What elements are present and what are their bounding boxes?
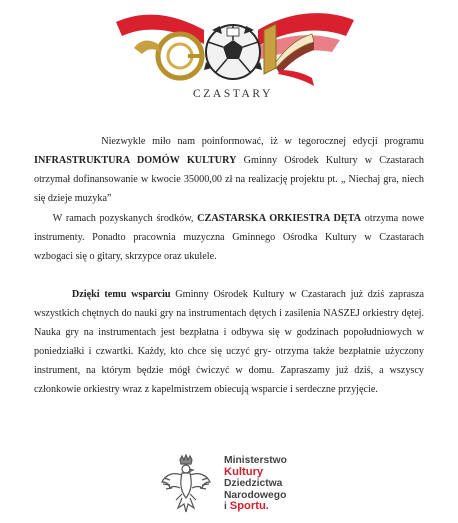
orchestra-name: CZASTARSKA ORKIESTRA DĘTA bbox=[197, 213, 362, 224]
paragraph-text: otrzyma nowe instrumenty. Ponadto pracownia muzyczna Gminnego Ośrodka Kultury w Czastarach wzbogaci się o gitary, skrzypce oraz ukulele. bbox=[34, 213, 424, 262]
ministry-line-2: Kultury bbox=[224, 465, 264, 478]
gok-logo-graphic bbox=[108, 4, 358, 96]
ministry-and: i bbox=[224, 501, 227, 513]
gok-logo bbox=[108, 4, 358, 112]
ministry-line-1: Ministerstwo bbox=[224, 455, 287, 466]
ministry-line-3: Dziedzictwa bbox=[224, 478, 283, 490]
football-icon bbox=[204, 25, 262, 79]
paragraph-text: W ramach pozyskanych środków, bbox=[52, 213, 198, 224]
ministry-dot: . bbox=[265, 500, 269, 513]
paragraph-orchestra bbox=[34, 209, 424, 266]
paragraph-invitation bbox=[34, 285, 424, 399]
paragraph-text: Gminny Ośrodek Kultury w Czastarach otrzymał dofinansowanie w kwocie 35000,00 zł na realizację projektu pt. „ Niechaj gra, niech się dzieje muzyka” bbox=[34, 155, 424, 204]
paragraph-text: Gminny Ośrodek Kultury w Czastarach już dziś zaprasza wszystkich chętnych do nauki gry na instrumentach dętych i zasilenia NASZEJ orkiestry dętej. Nauka gry na instrumentach jest bezpłatna i odbywa się w godzinach popołudniowych w poniedziałki i czwartki. Każdy, kto chce się uczyć gry- otrzyma także bezpłatnie użyczony instrument, na którym będzie mógł ćwiczyć w domu. Zapraszamy już dziś, a wszyscy członkowie orkiestry wraz z kapelmistrzem obiecują wsparcie i serdeczne przyjęcie. bbox=[34, 289, 425, 395]
ministry-name bbox=[224, 455, 287, 513]
ministry-line-4: Narodowego bbox=[224, 489, 287, 501]
ministry-logo bbox=[160, 452, 330, 518]
support-phrase: Dzięki temu wsparciu bbox=[71, 289, 171, 300]
paragraph-text: Niezwykle miło nam poinformować, iż w tegorocznej edycji programu bbox=[101, 136, 425, 147]
ministry-line-5 bbox=[224, 501, 287, 513]
french-horn-icon bbox=[134, 34, 204, 78]
paragraph-funding bbox=[34, 132, 424, 208]
program-name: INFRASTRUKTURA DOMÓW KULTURY bbox=[34, 155, 237, 166]
polish-eagle-icon bbox=[160, 454, 212, 516]
ministry-sport: Sportu bbox=[229, 500, 266, 513]
logo-caption: CZASTARY bbox=[193, 88, 273, 100]
